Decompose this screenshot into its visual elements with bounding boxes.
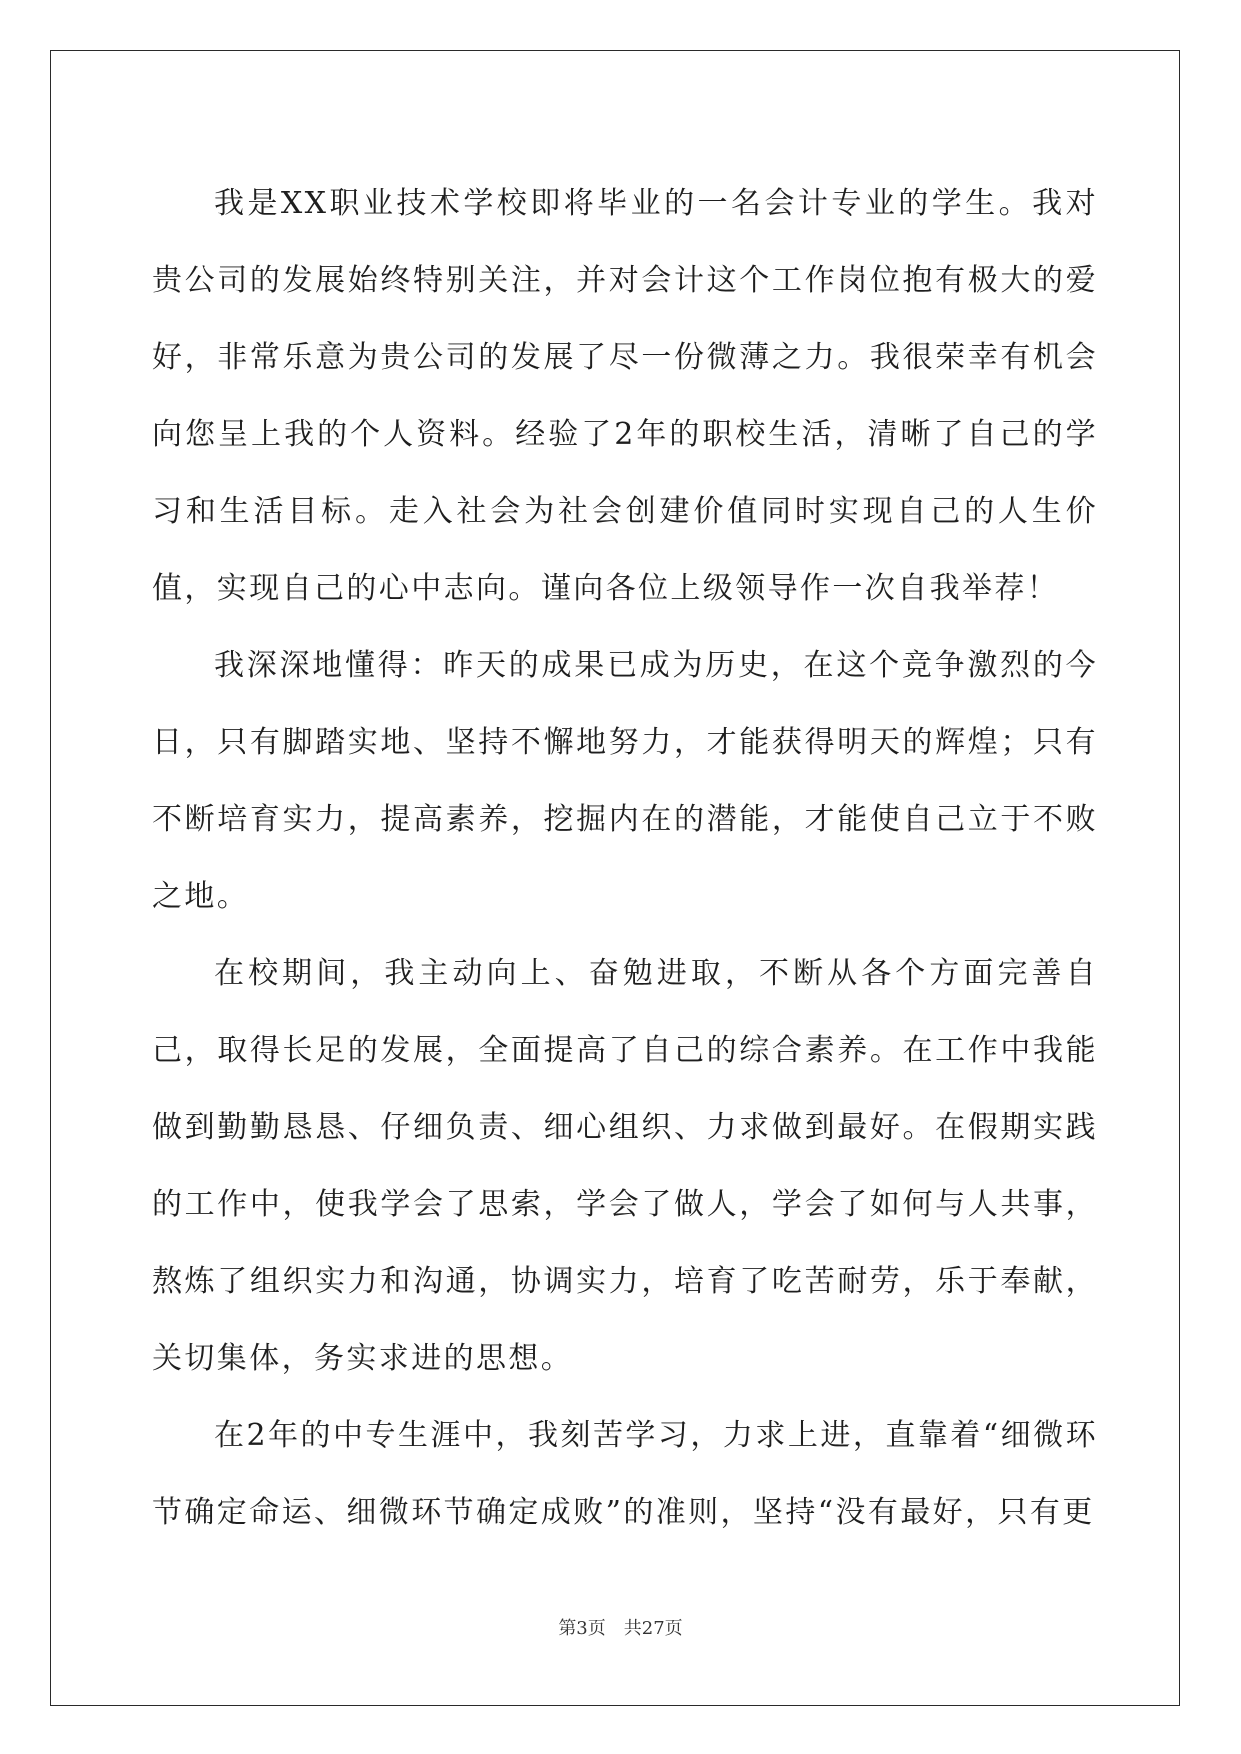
paragraph-1: 我是XX职业技术学校即将毕业的一名会计专业的学生。我对贵公司的发展始终特别关注，并对会计这个工作岗位抱有极大的爱好，非常乐意为贵公司的发展了尽一份微薄之力。我很荣幸有机会向您呈上我的个人资料。经验了2年的职校生活，清晰了自己的学习和生活目标。走入社会为社会创建价值同时实现自己的人生价值，实现自己的心中志向。谨向各位上级领导作一次自我举荐！ <box>152 186 1098 606</box>
page-number: 第3页 <box>558 1618 606 1639</box>
paragraph-2: 我深深地懂得：昨天的成果已成为历史，在这个竞争激烈的今日，只有脚踏实地、坚持不懈地努力，才能获得明天的辉煌；只有不断培育实力，提高素养，挖掘内在的潜能，才能使自己立于不败之地。 <box>152 648 1098 914</box>
page-total: 共27页 <box>623 1618 683 1639</box>
page-footer <box>0 1614 1241 1640</box>
paragraph-4: 在2年的中专生涯中，我刻苦学习，力求上进，直靠着“细微环节确定命运、细微环节确定成败”的准则，坚持“没有最好，只有更 <box>152 1418 1098 1530</box>
paragraph-3: 在校期间，我主动向上、奋勉进取，不断从各个方面完善自己，取得长足的发展，全面提高了自己的综合素养。在工作中我能做到勤勤恳恳、仔细负责、细心组织、力求做到最好。在假期实践的工作中，使我学会了思索，学会了做人，学会了如何与人共事，熬炼了组织实力和沟通，协调实力，培育了吃苦耐劳，乐于奉献，关切集体，务实求进的思想。 <box>152 956 1098 1376</box>
document-body <box>152 165 1098 1551</box>
